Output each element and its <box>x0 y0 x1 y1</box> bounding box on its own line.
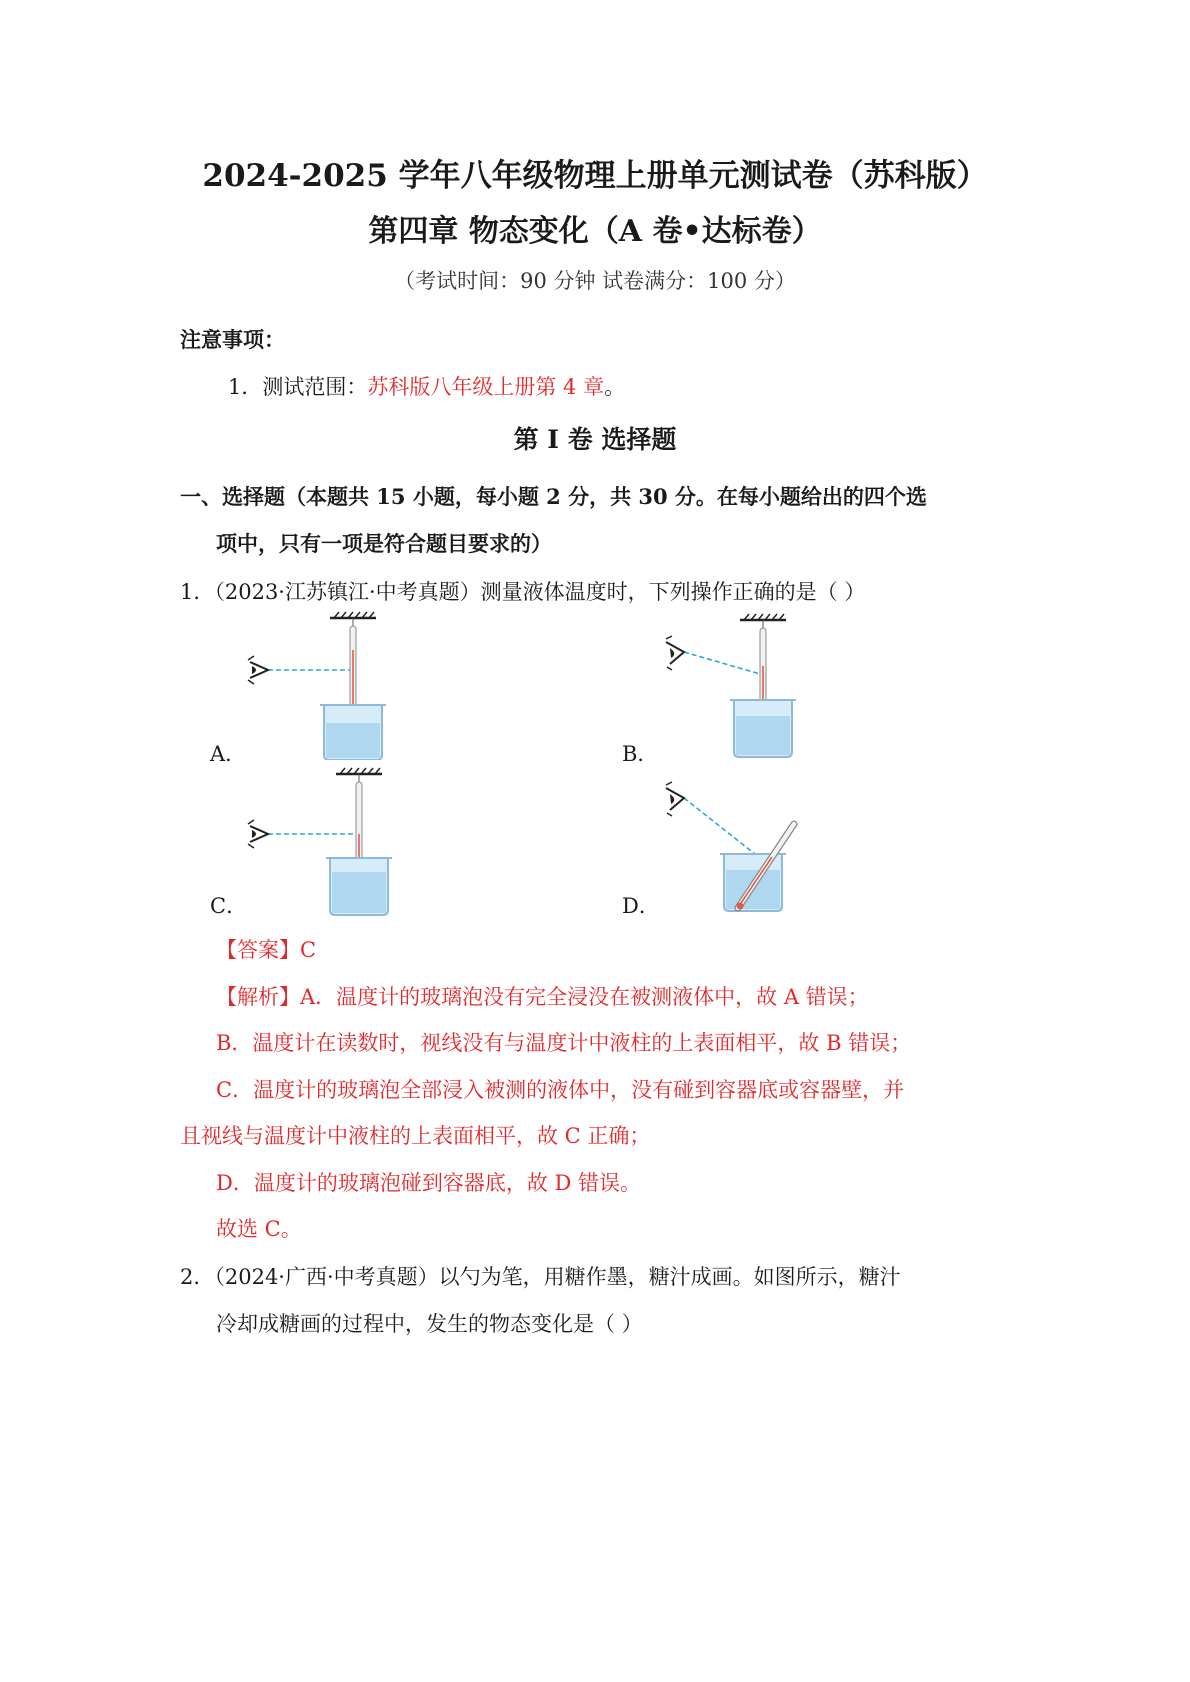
question-2-stem-line1: 2．（2024·广西·中考真题）以勺为笔，用糖作墨，糖汁成画。如图所示，糖汁 <box>180 1265 901 1289</box>
option-c-label: C． <box>210 894 248 918</box>
exam-info: （考试时间：90 分钟 试卷满分：100 分） <box>394 269 796 293</box>
notes-item-1-end: 。 <box>604 375 626 399</box>
eye-icon <box>666 636 684 670</box>
notes-item-1-prefix: 1．测试范围： <box>228 375 368 399</box>
part1-heading-line2: 项中，只有一项是符合题目要求的） <box>216 531 552 556</box>
option-c-figure <box>240 766 400 916</box>
answer: 【答案】C <box>216 938 317 962</box>
analysis-line-5: D．温度计的玻璃泡碰到容器底，故 D 错误。 <box>216 1171 642 1195</box>
question-2-stem-line2: 冷却成糖画的过程中，发生的物态变化是（ ） <box>216 1312 643 1336</box>
option-d-label: D． <box>622 894 660 918</box>
analysis-line-3: C．温度计的玻璃泡全部浸入被测的液体中，没有碰到容器底或容器壁，并 <box>216 1078 905 1102</box>
eye-icon <box>666 782 684 816</box>
analysis-line-6: 故选 C。 <box>216 1217 302 1241</box>
analysis-line-1: 【解析】A．温度计的玻璃泡没有完全浸没在被测液体中，故 A 错误； <box>216 985 869 1009</box>
notes-item-1-scope: 苏科版八年级上册第 4 章 <box>367 375 605 399</box>
paper-title: 2024-2025 学年八年级物理上册单元测试卷（苏科版） <box>202 158 988 194</box>
option-a-label: A． <box>210 742 247 766</box>
eye-icon <box>248 820 268 848</box>
eye-icon <box>248 656 268 684</box>
analysis-line-4: 且视线与温度计中液柱的上表面相平，故 C 正确； <box>180 1124 651 1148</box>
analysis-line-2: B．温度计在读数时，视线没有与温度计中液柱的上表面相平，故 B 错误； <box>216 1031 912 1055</box>
option-b-label: B． <box>622 742 659 766</box>
part1-heading-line1: 一、选择题（本题共 15 小题，每小题 2 分，共 30 分。在每小题给出的四个选 <box>180 484 927 509</box>
notes-item-1 <box>228 371 625 401</box>
option-d-figure <box>660 776 820 916</box>
section-title: 第 I 卷 选择题 <box>513 425 677 454</box>
option-a-figure <box>240 610 400 760</box>
question-1-stem: 1．（2023·江苏镇江·中考真题）测量液体温度时，下列操作正确的是（ ） <box>180 580 866 604</box>
option-b-figure <box>660 612 820 762</box>
notes-heading: 注意事项： <box>180 327 285 352</box>
chapter-title: 第四章 物态变化（A 卷•达标卷） <box>368 214 822 249</box>
